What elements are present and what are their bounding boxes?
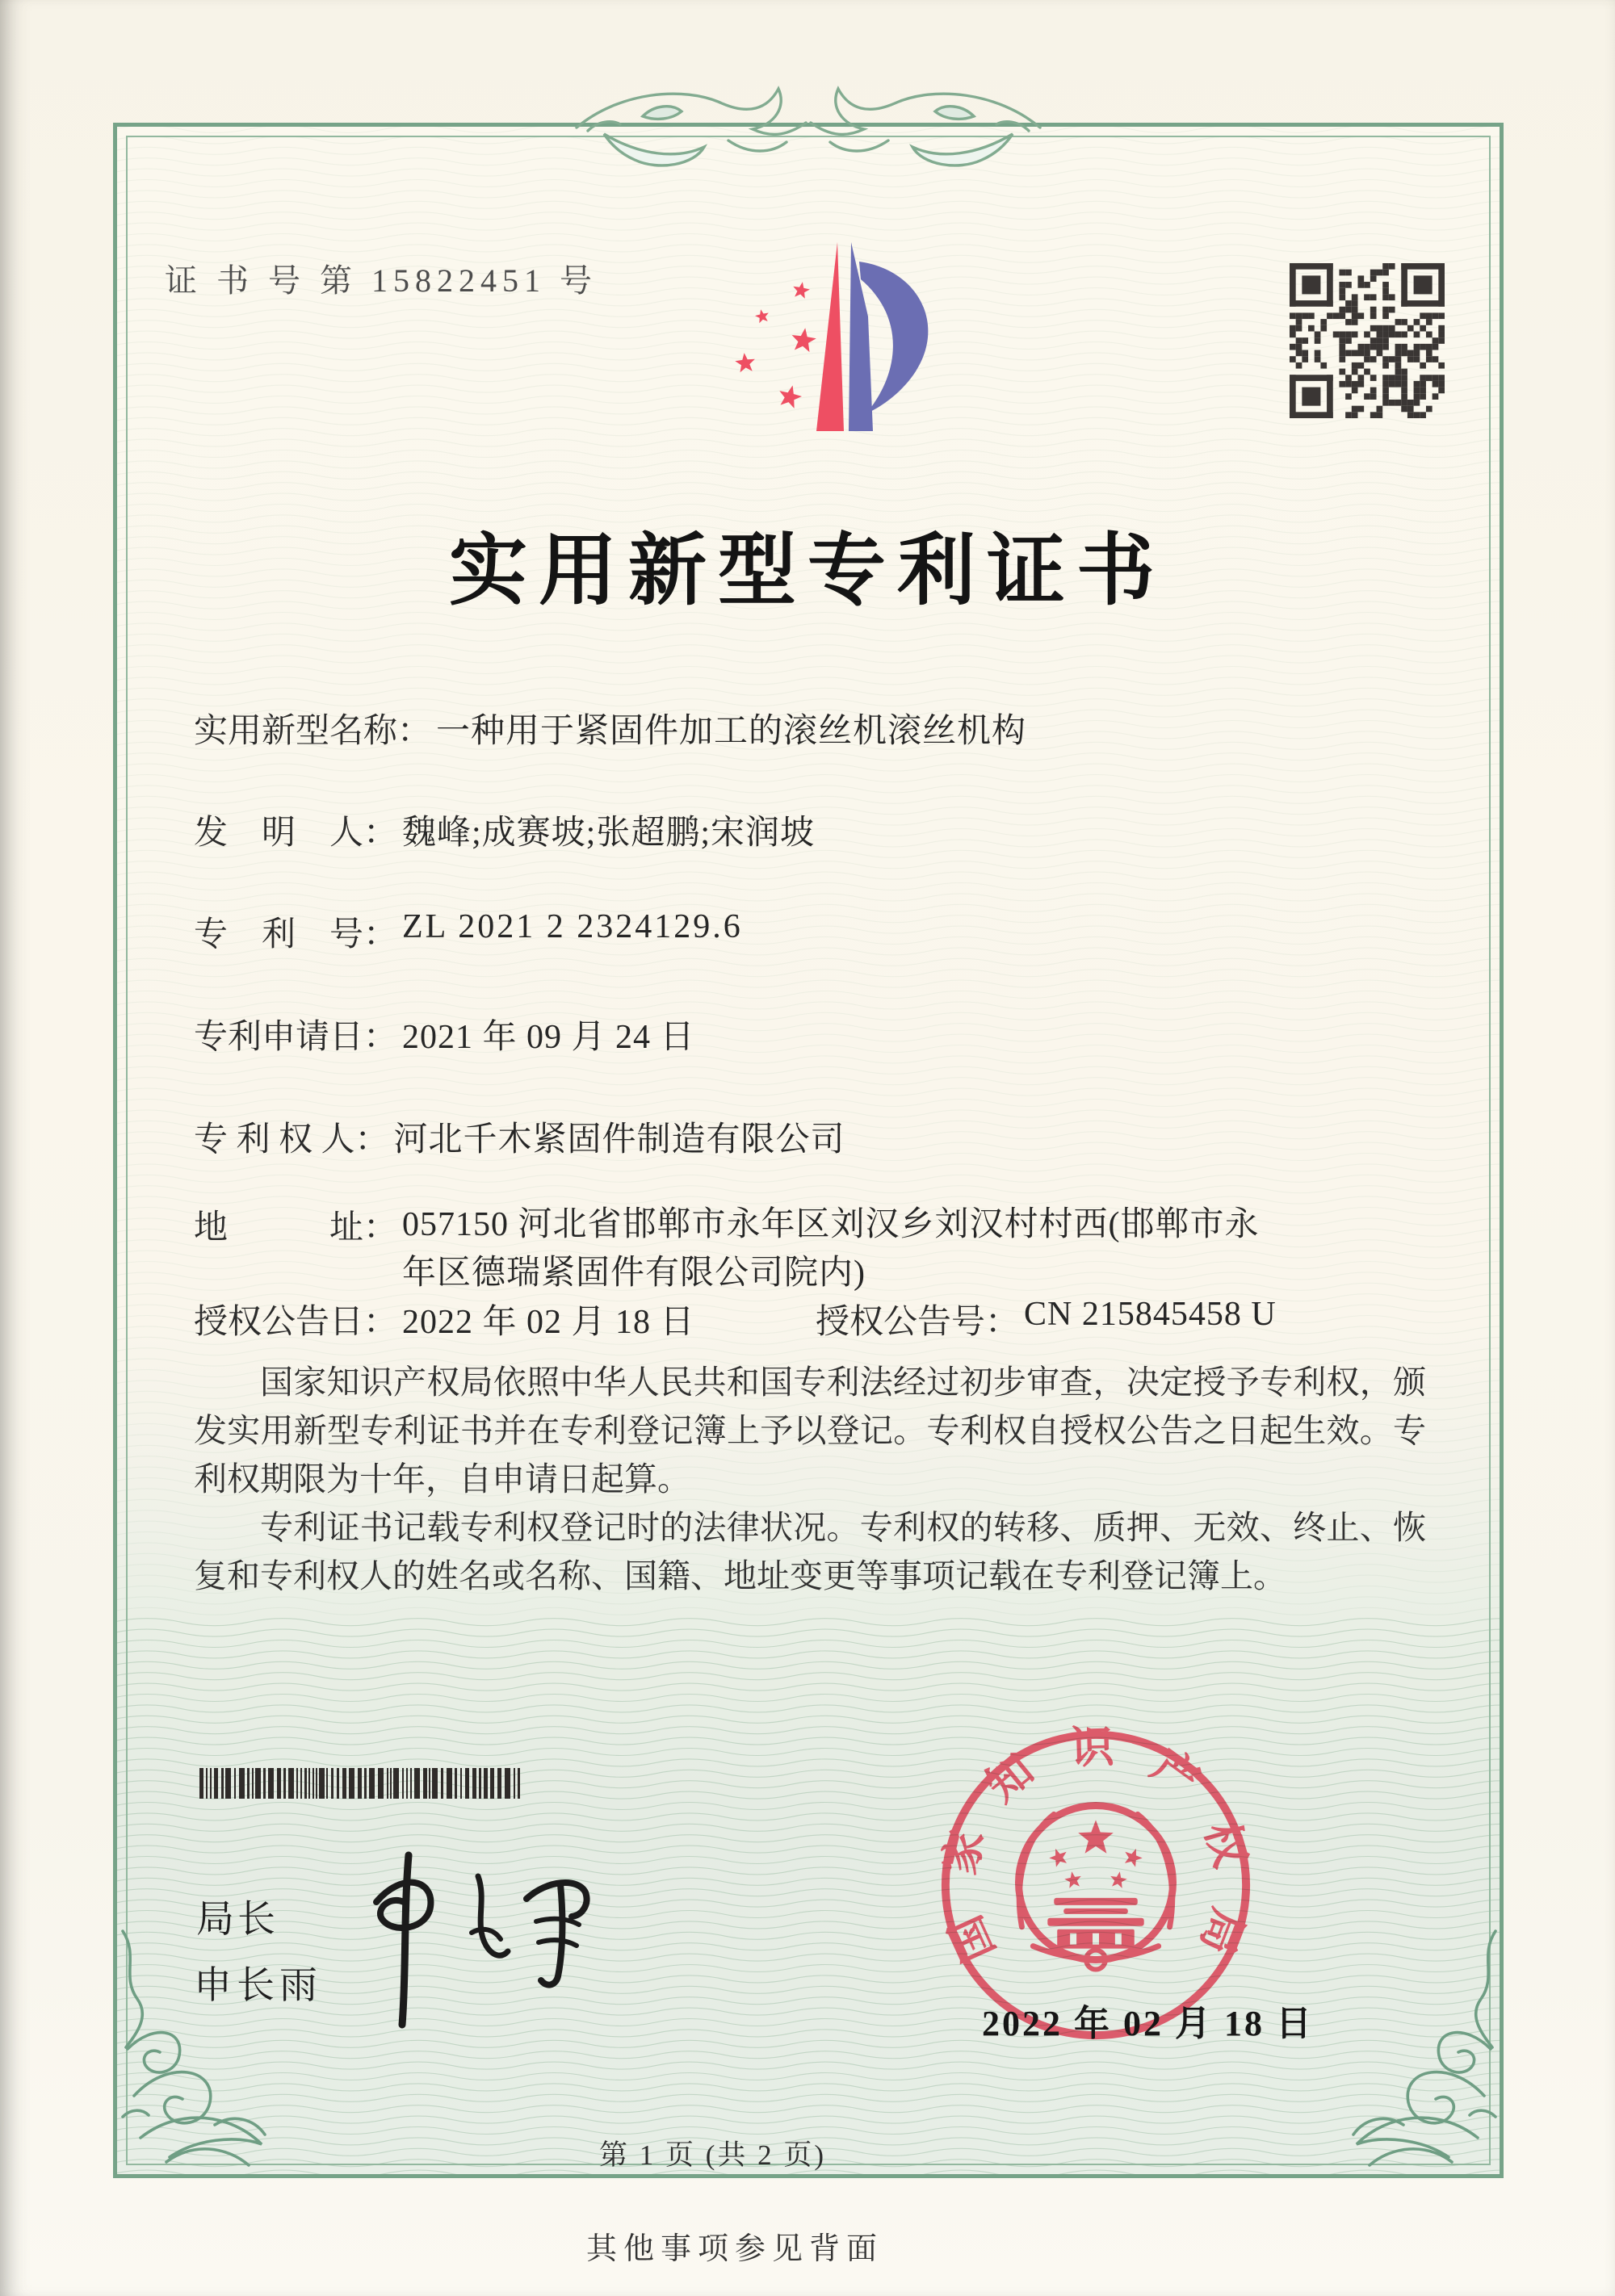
field-value: 2021 年 09 月 24 日 [402,1019,695,1056]
seal-organization-text: 国家知识产权局 [934,1722,1256,1970]
field-value: 2022 年 02 月 18 日 [402,1304,695,1341]
field-label: 授权公告号： [816,1304,1020,1341]
field-row-patentee [194,1112,845,1161]
field-value: 河北千木紧固件制造有限公司 [393,1121,845,1158]
field-value: ZL 2021 2 2324129.6 [402,908,743,945]
field-label: 授权公告日： [194,1304,398,1341]
legal-paragraph-1: 国家知识产权局依照中华人民共和国专利法经过初步审查，决定授予专利权，颁发实用新型专利证书并在专利登记簿上予以登记。专利权自授权公告之日起生效。专利权期限为十年，自申请日起算。 [194,1364,1426,1498]
top-border-scroll-ornament-left [570,78,809,182]
top-border-scroll-ornament-right [808,78,1047,182]
bottom-right-corner-flourish [1298,1926,1500,2178]
field-row-grant [194,1295,1429,1343]
field-label: 实用新型名称： [194,713,432,750]
field-label: 地 址： [194,1209,398,1246]
commissioner-name: 申长雨 [194,1963,322,2006]
field-label: 发 明 人： [194,815,398,852]
qr-code-icon [1290,263,1445,418]
cnipa-patent-logo-icon [701,220,937,476]
field-value: 057150 河北省邯郸市永年区刘汉乡刘汉村村西(邯郸市永年区德瑞紧固件有限公司院内) [402,1206,1260,1292]
field-row-utility-model-name [194,704,1026,752]
field-row-address [194,1200,1274,1297]
commissioner-title: 局长 [196,1897,279,1940]
certificate-title: 实用新型专利证书 [449,528,1166,614]
page-number: 第 1 页 (共 2 页) [599,2139,827,2171]
field-label: 专利申请日： [194,1019,398,1056]
legal-paragraph-2: 专利证书记载专利权登记时的法律状况。专利权的转移、质押、无效、终止、恢复和专利权人的姓名或名称、国籍、地址变更等事项记载在专利登记簿上。 [194,1509,1426,1594]
national-emblem-icon [1018,1805,1172,1969]
certificate-number: 证 书 号 第 15822451 号 [165,262,598,299]
legal-text-block [194,1358,1426,1600]
field-label: 专 利 号： [194,916,398,953]
field-label: 专 利 权 人： [194,1121,389,1158]
field-value: 魏峰;成赛坡;张超鹏;宋润坡 [402,815,816,852]
barcode-icon [198,1766,529,1800]
field-value: 一种用于紧固件加工的滚丝机滚丝机构 [436,713,1027,750]
grant-number-pair [816,1295,1277,1343]
back-side-note: 其他事项参见背面 [586,2232,884,2266]
field-row-inventors [194,806,815,854]
issue-date: 2022 年 02 月 18 日 [982,2004,1314,2043]
field-row-patent-number [194,907,743,956]
field-value: CN 215845458 U [1024,1296,1277,1333]
handwritten-signature-icon [355,1837,598,2035]
field-row-filing-date [194,1010,695,1058]
